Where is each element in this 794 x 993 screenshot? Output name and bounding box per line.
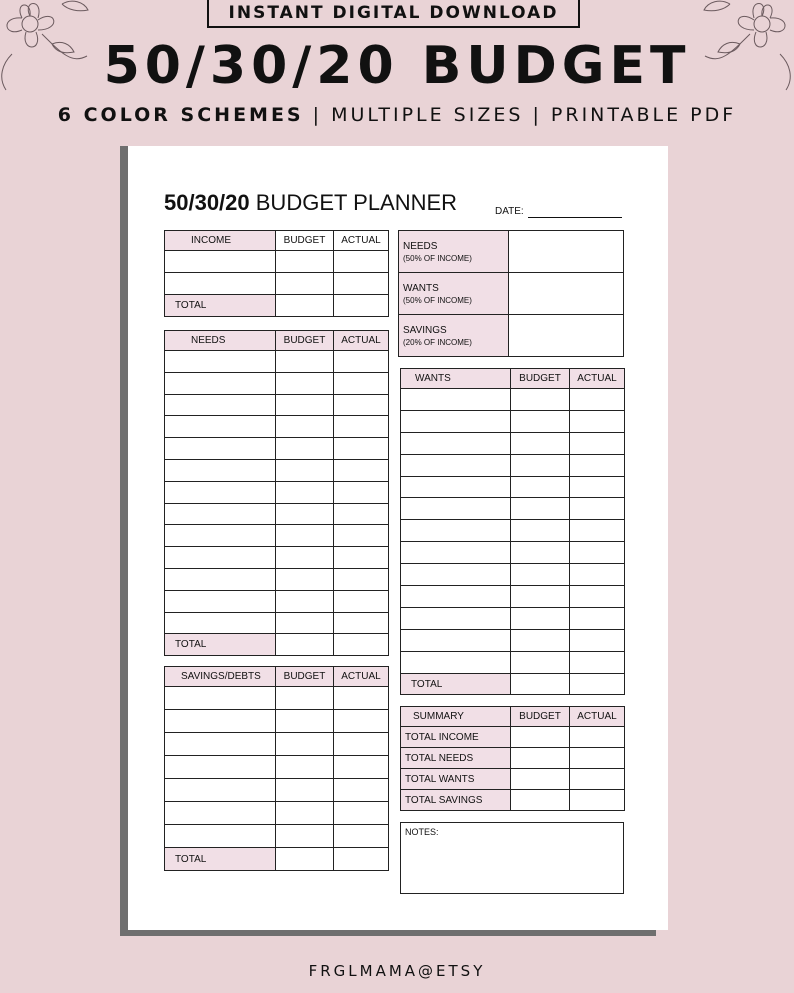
table-cell[interactable] <box>334 547 389 569</box>
table-cell[interactable] <box>401 607 511 629</box>
table-cell[interactable] <box>511 790 570 811</box>
summary-actual-header: ACTUAL <box>570 707 625 727</box>
table-cell[interactable] <box>401 454 511 476</box>
table-cell[interactable] <box>276 438 334 460</box>
table-cell[interactable] <box>511 673 570 695</box>
income-header: INCOME <box>165 231 276 251</box>
allocation-savings-note: (20% OF INCOME) <box>403 337 472 347</box>
table-cell[interactable] <box>165 394 276 416</box>
table-cell[interactable] <box>276 416 334 438</box>
table-cell[interactable] <box>165 481 276 503</box>
table-cell[interactable] <box>334 525 389 547</box>
allocation-needs-value[interactable] <box>509 231 624 273</box>
table-cell[interactable] <box>570 476 625 498</box>
table-cell[interactable] <box>334 733 389 756</box>
table-cell[interactable] <box>165 568 276 590</box>
table-cell[interactable] <box>276 710 334 733</box>
savings-total-label: TOTAL <box>165 848 276 871</box>
summary-total-savings: TOTAL SAVINGS <box>401 790 511 811</box>
allocation-savings <box>399 315 509 357</box>
summary-total-needs: TOTAL NEEDS <box>401 748 511 769</box>
table-cell[interactable] <box>334 295 389 317</box>
table-row <box>165 547 389 569</box>
table-cell[interactable] <box>570 673 625 695</box>
table-cell[interactable] <box>276 779 334 802</box>
table-cell[interactable] <box>511 520 570 542</box>
table-cell[interactable] <box>401 476 511 498</box>
income-budget-header: BUDGET <box>276 231 334 251</box>
table-cell[interactable] <box>511 769 570 790</box>
table-cell[interactable] <box>276 503 334 525</box>
table-cell[interactable] <box>511 389 570 411</box>
savings-budget-header: BUDGET <box>276 667 334 687</box>
needs-header: NEEDS <box>165 331 276 351</box>
table-row <box>401 586 625 608</box>
table-cell[interactable] <box>401 629 511 651</box>
shop-footer: FRGLMAMA@ETSY <box>308 962 486 980</box>
needs-actual-header: ACTUAL <box>334 331 389 351</box>
planner-title <box>164 190 457 216</box>
table-cell[interactable] <box>334 568 389 590</box>
main-title: 50/30/20 BUDGET <box>103 36 691 96</box>
table-cell[interactable] <box>276 481 334 503</box>
table-cell[interactable] <box>570 586 625 608</box>
table-cell[interactable] <box>165 372 276 394</box>
table-cell[interactable] <box>334 710 389 733</box>
allocation-needs <box>399 231 509 273</box>
allocation-needs-label: NEEDS <box>403 240 438 252</box>
table-row <box>401 454 625 476</box>
table-row <box>165 416 389 438</box>
notes-box[interactable] <box>400 822 624 894</box>
table-cell[interactable] <box>334 612 389 634</box>
table-cell[interactable] <box>334 503 389 525</box>
table-cell[interactable] <box>165 779 276 802</box>
table-cell[interactable] <box>165 547 276 569</box>
table-cell[interactable] <box>511 748 570 769</box>
table-cell[interactable] <box>570 432 625 454</box>
table-row <box>401 520 625 542</box>
table-cell[interactable] <box>165 273 276 295</box>
table-cell[interactable] <box>570 389 625 411</box>
table-cell[interactable] <box>570 727 625 748</box>
table-row <box>401 432 625 454</box>
table-cell[interactable] <box>276 848 334 871</box>
table-cell[interactable] <box>401 432 511 454</box>
table-cell[interactable] <box>165 438 276 460</box>
table-cell[interactable] <box>334 273 389 295</box>
table-cell[interactable] <box>276 251 334 273</box>
table-row <box>401 564 625 586</box>
table-cell[interactable] <box>276 295 334 317</box>
wants-table <box>400 368 625 695</box>
table-cell[interactable] <box>511 498 570 520</box>
table-cell[interactable] <box>334 394 389 416</box>
table-cell[interactable] <box>570 651 625 673</box>
table-row <box>165 756 389 779</box>
table-cell[interactable] <box>276 733 334 756</box>
table-cell[interactable] <box>276 612 334 634</box>
table-cell[interactable] <box>511 607 570 629</box>
planner-title-ratio: 50/30/20 <box>164 190 250 215</box>
income-total-label: TOTAL <box>165 295 276 317</box>
table-cell[interactable] <box>401 520 511 542</box>
table-row <box>165 687 389 710</box>
table-row <box>165 351 389 373</box>
table-row <box>165 251 389 273</box>
table-cell[interactable] <box>334 416 389 438</box>
wants-total-label: TOTAL <box>401 673 511 695</box>
summary-header: SUMMARY <box>401 707 511 727</box>
table-cell[interactable] <box>401 389 511 411</box>
table-cell[interactable] <box>334 825 389 848</box>
date-label: DATE: <box>495 206 524 217</box>
planner-title-text: BUDGET PLANNER <box>249 190 458 215</box>
wants-actual-header: ACTUAL <box>570 369 625 389</box>
table-cell[interactable] <box>276 547 334 569</box>
table-row <box>165 525 389 547</box>
table-cell[interactable] <box>570 542 625 564</box>
allocation-wants-value[interactable] <box>509 273 624 315</box>
table-cell[interactable] <box>165 825 276 848</box>
table-cell[interactable] <box>165 525 276 547</box>
allocation-savings-value[interactable] <box>509 315 624 357</box>
needs-budget-header: BUDGET <box>276 331 334 351</box>
wants-budget-header: BUDGET <box>511 369 570 389</box>
table-cell[interactable] <box>165 756 276 779</box>
table-cell[interactable] <box>165 416 276 438</box>
table-cell[interactable] <box>401 542 511 564</box>
table-cell[interactable] <box>334 590 389 612</box>
savings-debts-table <box>164 666 389 871</box>
table-cell[interactable] <box>570 520 625 542</box>
table-cell[interactable] <box>511 410 570 432</box>
table-cell[interactable] <box>570 498 625 520</box>
allocation-needs-note: (50% OF INCOME) <box>403 253 472 263</box>
planner-sheet <box>128 146 668 930</box>
income-table <box>164 230 389 317</box>
table-cell[interactable] <box>401 410 511 432</box>
table-row <box>165 481 389 503</box>
subtitle-color-schemes: 6 COLOR SCHEMES <box>57 104 304 126</box>
table-cell[interactable] <box>511 432 570 454</box>
table-cell[interactable] <box>165 802 276 825</box>
table-row <box>165 459 389 481</box>
table-cell[interactable] <box>276 459 334 481</box>
table-cell[interactable] <box>511 629 570 651</box>
table-cell[interactable] <box>334 459 389 481</box>
table-row <box>165 802 389 825</box>
table-row <box>165 438 389 460</box>
table-cell[interactable] <box>570 629 625 651</box>
table-cell[interactable] <box>165 710 276 733</box>
needs-total-label: TOTAL <box>165 634 276 656</box>
allocation-savings-label: SAVINGS <box>403 324 447 336</box>
table-row <box>401 629 625 651</box>
table-cell[interactable] <box>511 586 570 608</box>
date-field-line[interactable] <box>528 217 622 218</box>
table-cell[interactable] <box>165 503 276 525</box>
table-cell[interactable] <box>334 438 389 460</box>
table-cell[interactable] <box>334 634 389 656</box>
table-cell[interactable] <box>334 687 389 710</box>
savings-actual-header: ACTUAL <box>334 667 389 687</box>
instant-download-badge: INSTANT DIGITAL DOWNLOAD <box>207 0 580 28</box>
table-row <box>401 542 625 564</box>
table-cell[interactable] <box>401 564 511 586</box>
table-cell[interactable] <box>570 769 625 790</box>
table-row <box>165 590 389 612</box>
table-cell[interactable] <box>570 790 625 811</box>
table-cell[interactable] <box>511 454 570 476</box>
table-cell[interactable] <box>334 481 389 503</box>
table-cell[interactable] <box>276 634 334 656</box>
table-row <box>165 733 389 756</box>
subtitle <box>0 104 794 126</box>
table-cell[interactable] <box>334 779 389 802</box>
table-cell[interactable] <box>334 756 389 779</box>
allocation-wants-note: (50% OF INCOME) <box>403 295 472 305</box>
table-cell[interactable] <box>165 351 276 373</box>
table-row <box>165 825 389 848</box>
table-cell[interactable] <box>511 476 570 498</box>
table-cell[interactable] <box>334 802 389 825</box>
table-cell[interactable] <box>276 273 334 295</box>
table-row <box>401 476 625 498</box>
needs-table <box>164 330 389 656</box>
table-cell[interactable] <box>165 612 276 634</box>
table-cell[interactable] <box>334 848 389 871</box>
table-cell[interactable] <box>570 564 625 586</box>
allocation-wants-label: WANTS <box>403 282 439 294</box>
table-cell[interactable] <box>511 651 570 673</box>
table-cell[interactable] <box>511 542 570 564</box>
table-cell[interactable] <box>401 498 511 520</box>
table-row <box>165 612 389 634</box>
table-cell[interactable] <box>165 590 276 612</box>
notes-label: NOTES: <box>405 827 439 837</box>
table-row <box>165 372 389 394</box>
table-cell[interactable] <box>334 351 389 373</box>
table-cell[interactable] <box>570 607 625 629</box>
table-cell[interactable] <box>511 564 570 586</box>
table-row <box>401 410 625 432</box>
table-cell[interactable] <box>276 351 334 373</box>
table-cell[interactable] <box>334 372 389 394</box>
table-cell[interactable] <box>570 410 625 432</box>
savings-debts-header: SAVINGS/DEBTS <box>165 667 276 687</box>
table-cell[interactable] <box>276 372 334 394</box>
table-cell[interactable] <box>165 687 276 710</box>
table-cell[interactable] <box>276 394 334 416</box>
table-cell[interactable] <box>165 733 276 756</box>
income-actual-header: ACTUAL <box>334 231 389 251</box>
table-row <box>165 394 389 416</box>
table-cell[interactable] <box>570 454 625 476</box>
table-cell[interactable] <box>276 802 334 825</box>
summary-total-income: TOTAL INCOME <box>401 727 511 748</box>
table-row <box>401 498 625 520</box>
table-cell[interactable] <box>276 525 334 547</box>
table-cell[interactable] <box>570 748 625 769</box>
table-cell[interactable] <box>165 251 276 273</box>
table-row <box>401 607 625 629</box>
table-row <box>165 568 389 590</box>
table-cell[interactable] <box>401 586 511 608</box>
table-row <box>165 503 389 525</box>
table-cell[interactable] <box>276 687 334 710</box>
table-row <box>165 710 389 733</box>
table-cell[interactable] <box>276 568 334 590</box>
summary-budget-header: BUDGET <box>511 707 570 727</box>
table-cell[interactable] <box>401 651 511 673</box>
table-cell[interactable] <box>334 251 389 273</box>
summary-total-wants: TOTAL WANTS <box>401 769 511 790</box>
table-cell[interactable] <box>276 825 334 848</box>
subtitle-rest: | MULTIPLE SIZES | PRINTABLE PDF <box>312 104 737 126</box>
table-row <box>165 273 389 295</box>
table-cell[interactable] <box>276 590 334 612</box>
summary-table <box>400 706 625 811</box>
table-cell[interactable] <box>511 727 570 748</box>
table-row <box>401 389 625 411</box>
table-cell[interactable] <box>165 459 276 481</box>
table-row <box>401 651 625 673</box>
table-cell[interactable] <box>276 756 334 779</box>
wants-header: WANTS <box>401 369 511 389</box>
allocation-table <box>398 230 624 357</box>
table-row <box>165 779 389 802</box>
allocation-wants <box>399 273 509 315</box>
